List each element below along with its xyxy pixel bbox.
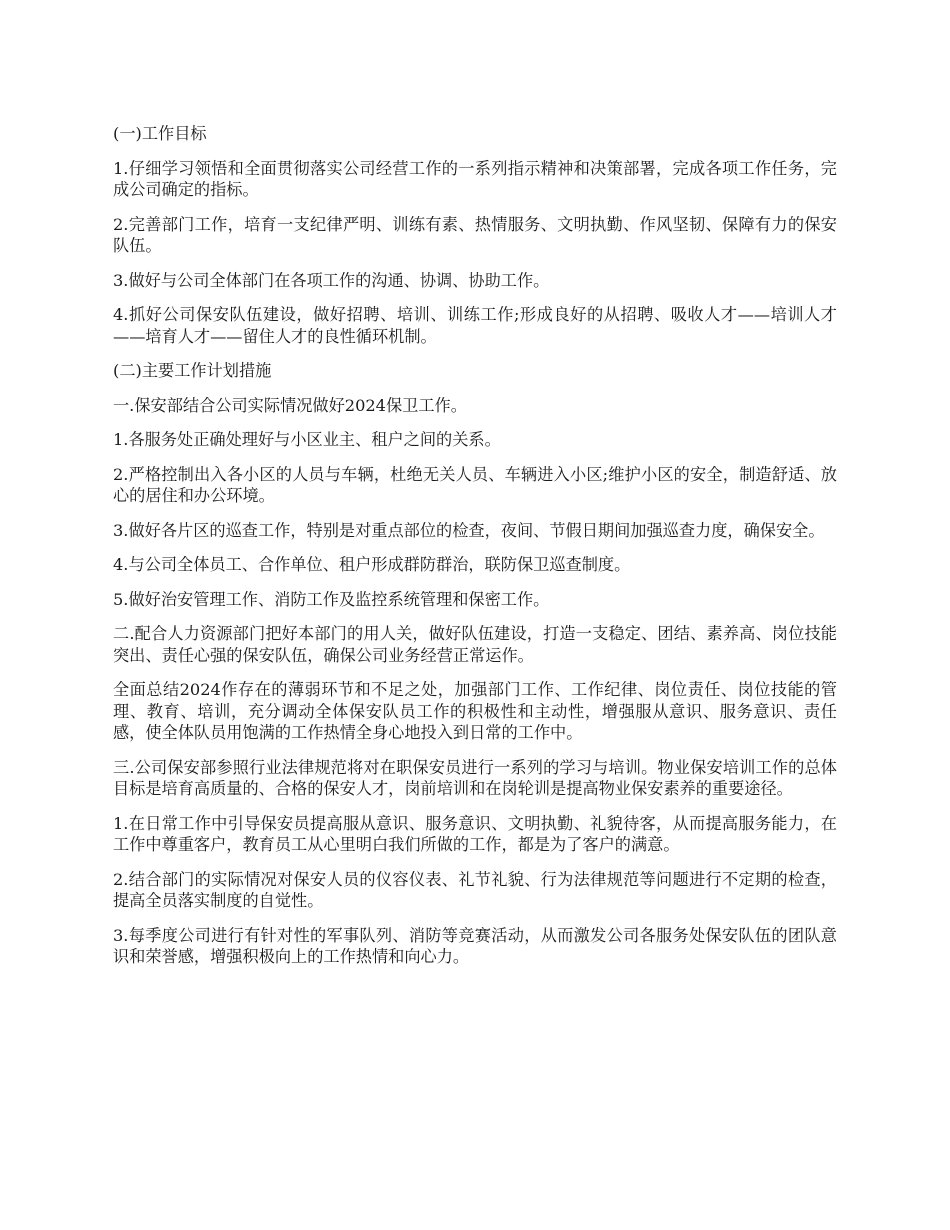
plan-part-1-item-2: 2.严格控制出入各小区的人员与车辆，杜绝无关人员、车辆进入小区;维护小区的安全，制造舒适、放心的居住和办公环境。 xyxy=(113,464,837,505)
goal-item-2: 2.完善部门工作，培育一支纪律严明、训练有素、热情服务、文明执勤、作风坚韧、保障有力的保安队伍。 xyxy=(113,214,837,255)
plan-part-3-item-2: 2.结合部门的实际情况对保安人员的仪容仪表、礼节礼貌、行为法律规范等问题进行不定期的检查，提高全员落实制度的自觉性。 xyxy=(113,869,837,910)
document-body xyxy=(113,123,837,981)
plan-part-1-heading: 一.保安部结合公司实际情况做好2024保卫工作。 xyxy=(113,395,467,415)
plan-part-1-item-3: 3.做好各片区的巡查工作，特别是对重点部位的检查，夜间、节假日期间加强巡查力度，确保安全。 xyxy=(113,520,825,540)
plan-part-3-item-1: 1.在日常工作中引导保安员提高服从意识、服务意识、文明执勤、礼貌待客，从而提高服务能力，在工作中尊重客户，教育员工从心里明白我们所做的工作，都是为了客户的满意。 xyxy=(113,813,837,854)
section-heading-work-plan: (二)主要工作计划措施 xyxy=(113,361,272,380)
plan-part-1-item-5: 5.做好治安管理工作、消防工作及监控系统管理和保密工作。 xyxy=(113,589,550,609)
plan-part-2-body: 全面总结2024作存在的薄弱环节和不足之处，加强部门工作、工作纪律、岗位责任、岗位技能的管理、教育、培训，充分调动全体保安队员工作的积极性和主动性，增强服从意识、服务意识、责任感，使全体队员用饱满的工作热情全身心地投入到日常的工作中。 xyxy=(113,680,837,742)
goal-item-4: 4.抓好公司保安队伍建设，做好招聘、培训、训练工作;形成良好的从招聘、吸收人才——培训人才——培育人才——留住人才的良性循环机制。 xyxy=(113,305,837,346)
section-heading-work-goals: (一)工作目标 xyxy=(113,124,207,143)
plan-part-1-item-4: 4.与公司全体员工、合作单位、租户形成群防群治，联防保卫巡查制度。 xyxy=(113,555,631,574)
plan-part-2-heading: 二.配合人力资源部门把好本部门的用人关，做好队伍建设，打造一支稳定、团结、素养高、岗位技能突出、责任心强的保安队伍，确保公司业务经营正常运作。 xyxy=(113,624,837,665)
goal-item-3: 3.做好与公司全体部门在各项工作的沟通、协调、协助工作。 xyxy=(113,270,550,290)
goal-item-1: 1.仔细学习领悟和全面贯彻落实公司经营工作的一系列指示精神和决策部署，完成各项工作任务，完成公司确定的指标。 xyxy=(113,158,837,199)
plan-part-1-item-1: 1.各服务处正确处理好与小区业主、租户之间的关系。 xyxy=(113,430,501,449)
plan-part-3-item-3: 3.每季度公司进行有针对性的军事队列、消防等竞赛活动，从而激发公司各服务处保安队伍的团队意识和荣誉感，增强积极向上的工作热情和向心力。 xyxy=(113,925,837,966)
plan-part-3-heading: 三.公司保安部参照行业法律规范将对在职保安员进行一系列的学习与培训。物业保安培训工作的总体目标是培育高质量的、合格的保安人才，岗前培训和在岗轮训是提高物业保安素养的重要途径。 xyxy=(113,757,837,798)
